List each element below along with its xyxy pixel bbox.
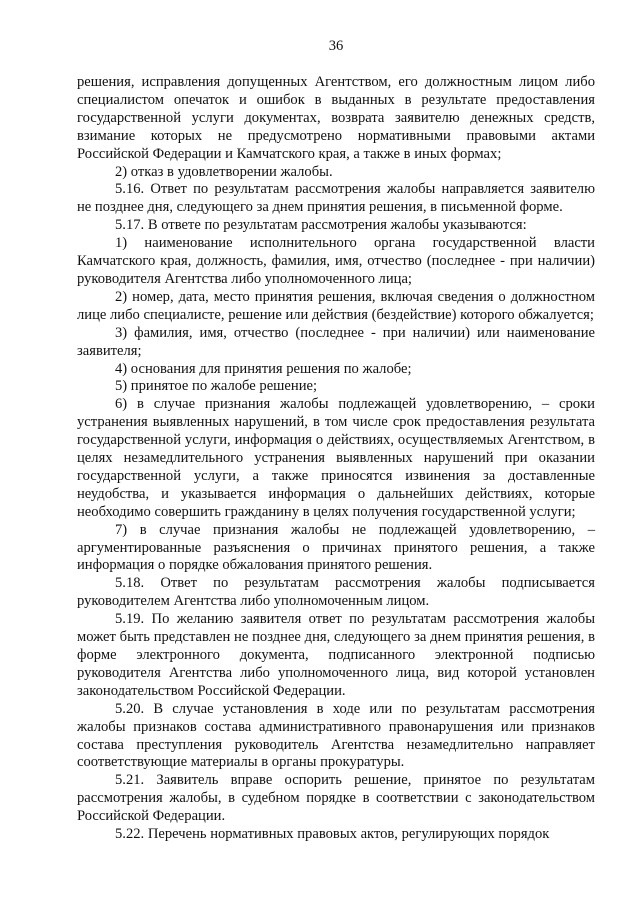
- paragraph-5-22: 5.22. Перечень нормативных правовых актов, регулирующих порядок: [115, 826, 550, 843]
- paragraph-5-17-item-4: 4) основания для принятия решения по жалобе;: [115, 360, 412, 377]
- document-body: [77, 74, 595, 844]
- paragraph-5-18: 5.18. Ответ по результатам рассмотрения жалобы подписывается руководителем Агентства либо уполномоченным лицом.: [77, 575, 595, 610]
- document-page: [77, 0, 595, 905]
- paragraph-5-17: 5.17. В ответе по результатам рассмотрения жалобы указываются:: [115, 217, 527, 234]
- paragraph-5-17-item-3: 3) фамилия, имя, отчество (последнее - при наличии) или наименование заявителя;: [77, 324, 595, 359]
- paragraph-5-17-item-1: 1) наименование исполнительного органа государственной власти Камчатского края, должность, фамилия, имя, отчество (последнее - при наличии) руководителя Агентства либо уполномоченного лица;: [77, 235, 595, 287]
- paragraph-5-20: 5.20. В случае установления в ходе или по результатам рассмотрения жалобы признаков состава административного правонарушения или признаков состава преступления руководитель Агентства незамедлительно направляет соответствующие материалы в органы прокуратуры.: [77, 700, 595, 771]
- page-number: 36: [328, 38, 344, 54]
- paragraph-continuation: решения, исправления допущенных Агентством, его должностным лицом либо специалистом опечаток и ошибок в выданных в результате предоставления государственной услуги документах, возврата заявителю денежных средств, взимание которых не предусмотрено нормативными правовыми актами Российской Федерации и Камчатского края, а также в иных формах;: [77, 74, 595, 162]
- paragraph-item-2-refusal: 2) отказ в удовлетворении жалобы.: [115, 163, 333, 180]
- paragraph-5-17-item-6: 6) в случае признания жалобы подлежащей удовлетворению, – сроки устранения выявленных нарушений, в том числе срок предоставления результата государственной услуги, информация о действиях, осуществляемых Агентством, в целях незамедлительного устранения выявленных нарушений при оказании государственной услуги, а также приносятся извинения за доставленные неудобства, и указывается информация о дальнейших действиях, которые необходимо совершить гражданину в целях получения государственной услуги;: [77, 396, 595, 520]
- paragraph-5-21: 5.21. Заявитель вправе оспорить решение, принятое по результатам рассмотрения жалобы, в судебном порядке в соответствии с законодательством Российской Федерации.: [77, 772, 595, 825]
- paragraph-5-17-item-5: 5) принятое по жалобе решение;: [115, 378, 318, 395]
- paragraph-5-16: 5.16. Ответ по результатам рассмотрения жалобы направляется заявителю не позднее дня, следующего за днем принятия решения, в письменной форме.: [77, 181, 595, 216]
- paragraph-5-17-item-2: 2) номер, дата, место принятия решения, включая сведения о должностном лице либо специалисте, решение или действия (бездействие) которого обжалуется;: [77, 288, 595, 323]
- paragraph-5-19: 5.19. По желанию заявителя ответ по результатам рассмотрения жалобы может быть представлен не позднее дня, следующего за днем принятия решения, в форме электронного документа, подписанного электронной подписью руководителя Агентства либо уполномоченного лица, вид которой установлен законодательством Российской Федерации.: [77, 611, 595, 699]
- paragraph-5-17-item-7: 7) в случае признания жалобы не подлежащей удовлетворению, – аргументированные разъяснения о причинах принятого решения, а также информация о порядке обжалования принятого решения.: [77, 521, 595, 574]
